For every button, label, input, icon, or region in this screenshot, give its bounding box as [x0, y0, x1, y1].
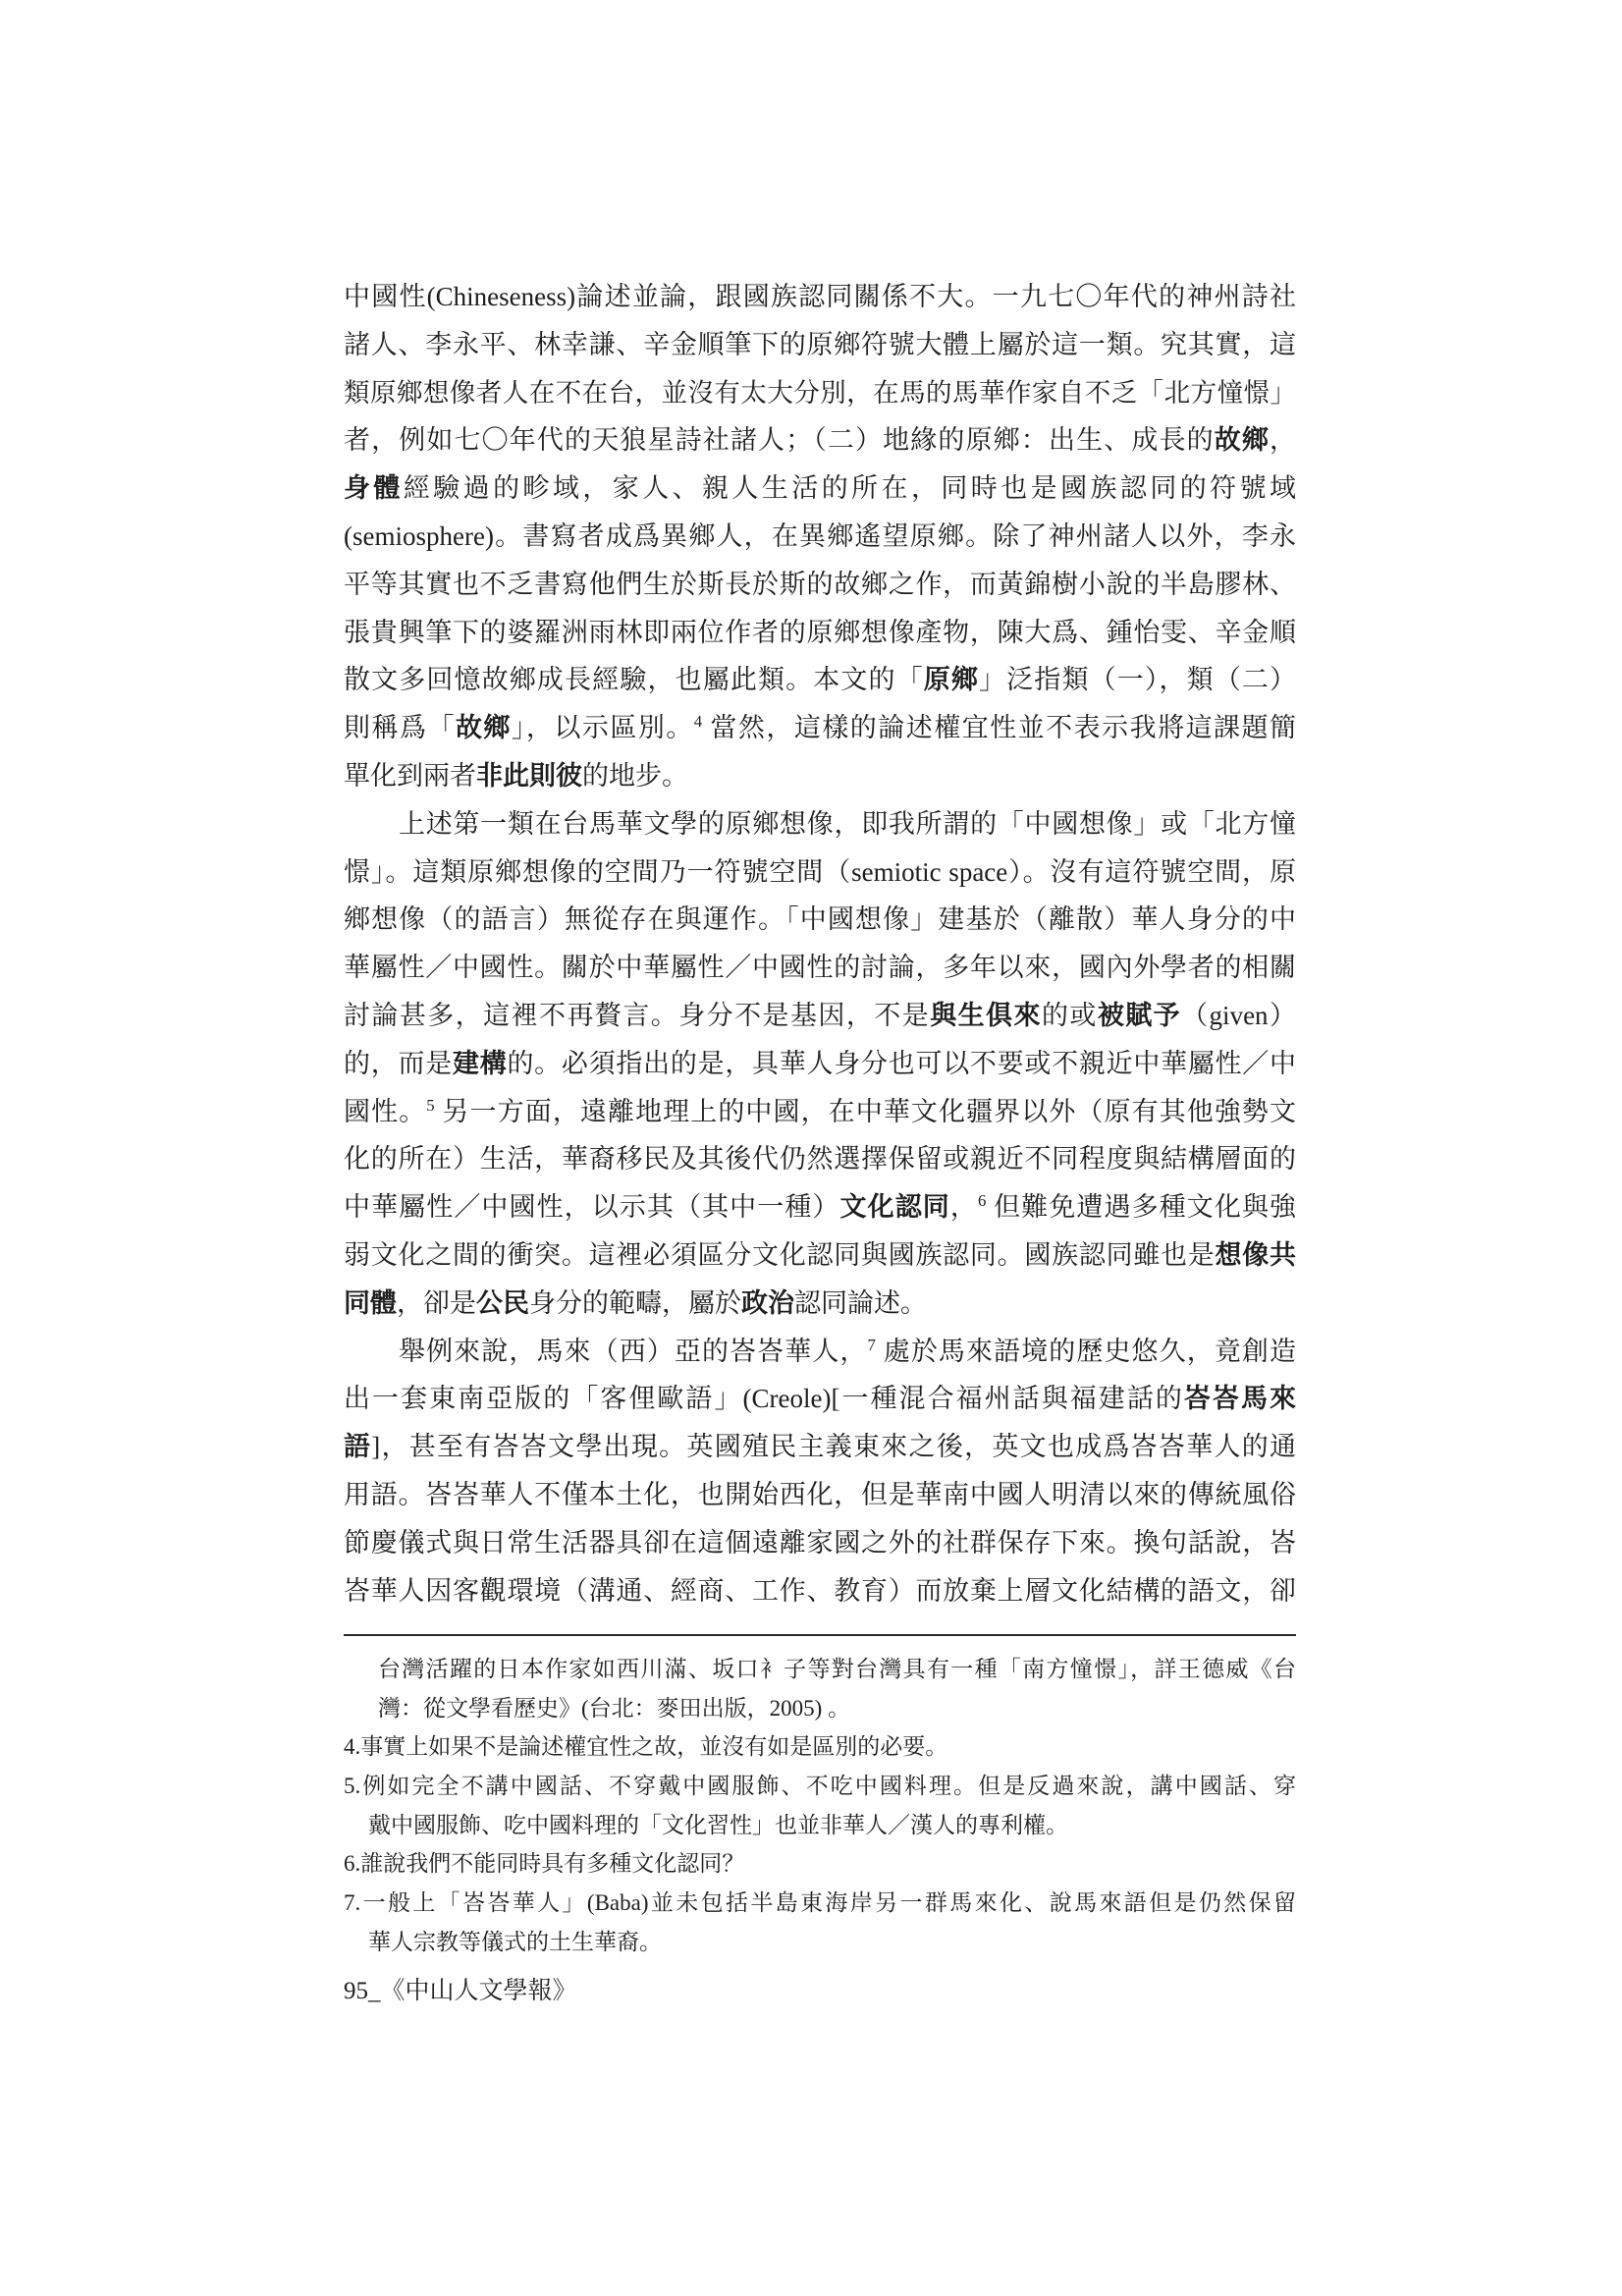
body-line: [344, 1375, 1296, 1423]
body-text: 中國性(Chineseness)論述並論，跟國族認同關係不大。一九七〇年代的神州詩社: [344, 282, 1296, 311]
emphasis-term: 政治: [741, 1287, 794, 1318]
body-text: ]，甚至有峇峇文學出現。英國殖民主義東來之後，英文也成爲峇峇華人的通: [371, 1432, 1296, 1462]
body-text: 舉例來說，馬來（西）亞的峇峇華人，: [399, 1336, 868, 1366]
body-text: 經驗過的畛域，家人、親人生活的所在，同時也是國族認同的符號域: [403, 473, 1296, 504]
emphasis-term: 被賦予: [1097, 1000, 1182, 1030]
body-text: 峇華人因客觀環境（溝通、經商、工作、教育）而放棄上層文化結構的語文，卻: [344, 1575, 1296, 1606]
body-text: 出一套東南亞版的「客俚歐語」(Creole)[一種混合福州話與福建話的: [344, 1384, 1184, 1414]
body-text: 鄉想像（的語言）無從存在與運作。「中國想像」建基於（離散）華人身分的中: [344, 904, 1296, 935]
body-text: 華屬性／中國性。關於中華屬性／中國性的討論，多年以來，國內外學者的相關: [344, 953, 1296, 983]
body-line: [344, 1280, 1296, 1328]
footnote-marker: 5: [426, 1095, 435, 1115]
body-text: (semiosphere)。書寫者成爲異鄉人，在異鄉遙望原鄉。除了神州諸人以外，李永: [344, 520, 1296, 551]
body-line: [344, 1183, 1296, 1231]
emphasis-term: 峇峇馬來: [1183, 1384, 1296, 1414]
body-line: [344, 800, 1296, 848]
emphasis-term: 原鄉: [923, 665, 980, 695]
emphasis-term: 與生俱來: [930, 1000, 1042, 1030]
body-text: 類原鄉想像者人在不在台，並沒有太大分別，在馬的馬華作家自不乏「北方憧憬」: [344, 377, 1296, 408]
footnote-marker: 7: [867, 1335, 876, 1354]
article-body: [344, 273, 1296, 1614]
body-line: [344, 896, 1296, 944]
body-text: 身分的範疇，屬於: [529, 1287, 741, 1318]
footnote-line: 4.事實上如果不是論述權宜性之故，並沒有如是區別的必要。: [344, 1734, 948, 1760]
body-line: [344, 321, 1296, 369]
body-text: （given）: [1181, 1000, 1296, 1030]
emphasis-term: 身體: [344, 473, 404, 504]
footnote-line: 7.一般上「峇峇華人」(Baba)並未包括半島東海岸另一群馬來化、說馬來語但是仍然保留: [344, 1890, 1296, 1916]
body-text: 平等其實也不乏書寫他們生於斯長於斯的故鄉之作，而黃錦樹小說的半島膠林、: [344, 569, 1296, 599]
body-text: 上述第一類在台馬華文學的原鄉想像，即我所謂的「中國想像」或「北方憧: [399, 808, 1296, 839]
body-line: [344, 513, 1296, 561]
body-text: 散文多回憶故鄉成長經驗，也屬此類。本文的「: [344, 665, 924, 695]
body-line: [344, 1519, 1296, 1567]
body-text: 」，以示區別。: [511, 713, 694, 743]
body-line: [344, 656, 1296, 704]
body-text: 認同論述。: [794, 1287, 927, 1318]
body-line: [344, 561, 1296, 609]
body-line: [344, 944, 1296, 992]
body-text: 中華屬性／中國性，以示其（其中一種）: [344, 1192, 840, 1223]
body-text: ，卻是: [397, 1287, 476, 1318]
footnotes: [344, 1650, 1296, 1962]
body-text: 國性。: [344, 1096, 427, 1126]
body-line: [344, 609, 1296, 657]
footnote-line: 華人宗教等儀式的土生華裔。: [368, 1929, 662, 1954]
footnote-line: 台灣活躍的日本作家如西川滿、坂口衤子等對台灣具有一種「南方憧憬」，詳王德威《台: [378, 1657, 1296, 1681]
body-text: 討論甚多，這裡不再贅言。身分不是基因，不是: [344, 1000, 931, 1030]
body-line: [344, 752, 1296, 800]
body-text: 的地步。: [582, 760, 688, 791]
body-line: [344, 369, 1296, 417]
body-text: 的。必須指出的是，具華人身分也可以不要或不親近中華屬性／中: [507, 1048, 1296, 1078]
body-line: [344, 1040, 1296, 1088]
body-line: [344, 1567, 1296, 1615]
footnote-line: 6.誰說我們不能同時具有多種文化認同？: [344, 1851, 745, 1877]
body-text: ，: [949, 1192, 978, 1223]
footnote-marker: 6: [977, 1191, 987, 1211]
footnote-line: 5.例如完全不講中國話、不穿戴中國服飾、不吃中國料理。但是反過來說，講中國話、穿: [344, 1774, 1296, 1799]
body-text: 」泛指類（一），類（二）: [979, 665, 1296, 695]
body-line: [344, 1471, 1296, 1519]
body-text: 化的所在）生活，華裔移民及其後代仍然選擇保留或親近不同程度與結構層面的: [344, 1144, 1296, 1175]
body-text: 的或: [1041, 1000, 1098, 1030]
body-text: 另一方面，遠離地理上的中國，在中華文化疆界以外（原有其他強勢文: [434, 1096, 1296, 1126]
body-text: 的，而是: [344, 1048, 453, 1078]
body-text: 者，例如七〇年代的天狼星詩社諸人；（二）地緣的原鄉：出生、成長的: [344, 425, 1215, 456]
body-text: 節慶儀式與日常生活器具卻在這個遠離家國之外的社群保存下來。換句話說，峇: [344, 1527, 1296, 1558]
body-line: [344, 416, 1296, 465]
body-text: 但難免遭遇多種文化與強: [986, 1192, 1296, 1223]
emphasis-term: 想像共: [1215, 1239, 1296, 1270]
body-line: [344, 704, 1296, 752]
emphasis-term: 建構: [452, 1048, 508, 1078]
body-text: 單化到兩者: [344, 760, 476, 791]
emphasis-term: 同體: [344, 1287, 397, 1318]
body-text: 諸人、李永平、林幸謙、辛金順筆下的原鄉符號大體上屬於這一類。究其實，這: [344, 329, 1296, 359]
body-text: 憬」。這類原鄉想像的空間乃一符號空間（semiotic space）。沒有這符號空間，原: [344, 856, 1296, 887]
page-footer: 95_《中山人文學報》: [344, 1978, 577, 2004]
body-text: 處於馬來語境的歷史悠久，竟創造: [875, 1336, 1296, 1366]
body-text: 張貴興筆下的婆羅洲雨林即兩位作者的原鄉想像產物，陳大爲、鍾怡雯、辛金順: [344, 617, 1296, 647]
body-text: 當然，這樣的論述權宜性並不表示我將這課題簡: [702, 713, 1296, 743]
body-line: [344, 1423, 1296, 1471]
body-line: [344, 273, 1296, 321]
body-line: [344, 1088, 1296, 1136]
footnote-line: 灣：從文學看歷史》(台北：麥田出版，2005) 。: [378, 1695, 851, 1721]
body-line: [344, 465, 1296, 513]
body-text: 用語。峇峇華人不僅本土化，也開始西化，但是華南中國人明清以來的傳統風俗: [344, 1479, 1296, 1509]
body-line: [344, 1328, 1296, 1376]
footnote-divider: [344, 1634, 1296, 1636]
footnote-line: 戴中國服飾、吃中國料理的「文化習性」也並非華人／漢人的專利權。: [368, 1812, 1068, 1837]
body-text: 則稱爲「: [344, 713, 456, 743]
body-text: ，: [1270, 425, 1296, 456]
body-line: [344, 992, 1296, 1040]
emphasis-term: 故鄉: [455, 713, 512, 743]
emphasis-term: 文化認同: [839, 1192, 950, 1223]
emphasis-term: 公民: [476, 1287, 529, 1318]
body-line: [344, 848, 1296, 897]
footnote-marker: 4: [693, 712, 703, 732]
body-line: [344, 1135, 1296, 1183]
body-text: 弱文化之間的衝突。這裡必須區分文化認同與國族認同。國族認同雖也是: [344, 1239, 1216, 1270]
emphasis-term: 故鄉: [1214, 425, 1270, 456]
emphasis-term: 非此則彼: [476, 760, 582, 791]
emphasis-term: 語: [344, 1432, 372, 1462]
body-line: [344, 1231, 1296, 1280]
